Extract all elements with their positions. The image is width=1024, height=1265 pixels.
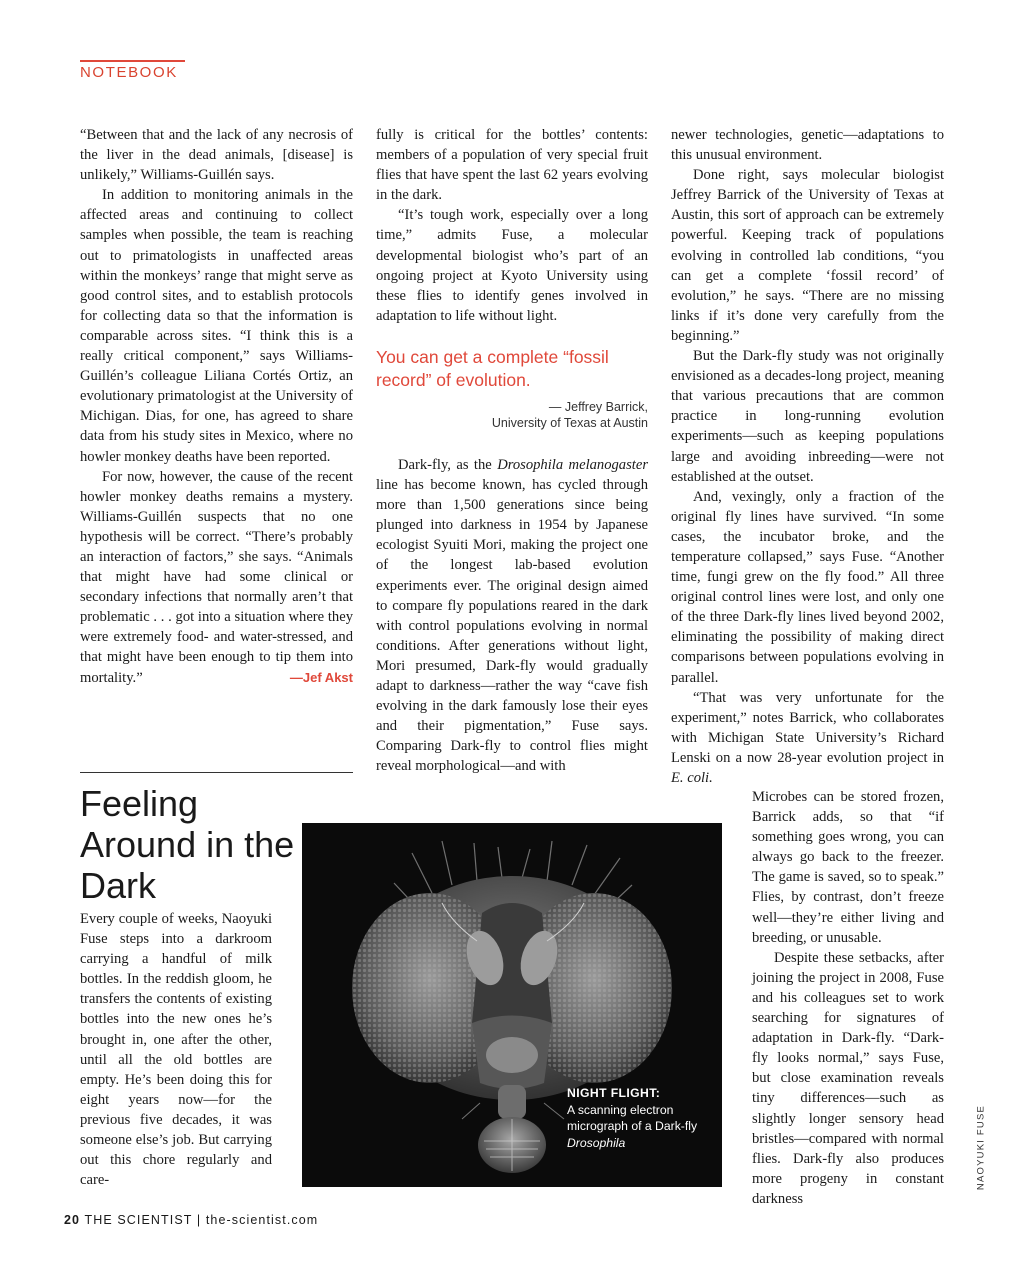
- section-label: NOTEBOOK: [80, 64, 178, 81]
- pull-quote-name: — Jeffrey Barrick,: [548, 400, 648, 414]
- caption-text: A scanning electron micrograph of a Dark-fly: [567, 1102, 698, 1133]
- article-headline: Feeling Around in the Dark: [80, 783, 295, 906]
- caption-body: [567, 1102, 717, 1152]
- col3-paragraph-3: But the Dark-fly study was not originally envisioned as a decades-long project, meaning that various precautions that are common practice in long-running evolution experiments—such as keeping populations large and avoiding inbreeding—were not established at the outset.: [671, 348, 944, 485]
- pull-quote-affiliation: University of Texas at Austin: [491, 416, 648, 430]
- column-1: [80, 125, 353, 688]
- col1-paragraph-1: “Between that and the lack of any necrosis of the liver in the dead animals, [disease] is unlikely,” Williams-Guillén says.: [80, 127, 353, 184]
- col2-p3-species: Drosophila melanogaster: [497, 456, 648, 473]
- col3b-paragraph-2: Despite these setbacks, after joining the project in 2008, Fuse and his colleagues set to work searching for signatures of adaptation in Dark-fly. “Dark-fly looks normal,” says Fuse, but close examination reveals tiny differences—such as slightly longer sensory head bristles—compared with normal flies. Dark-fly also produces more progeny in constant darkness: [752, 949, 944, 1207]
- col1-paragraph-2: In addition to monitoring animals in the affected areas and continuing to collect samples when possible, the team is reaching out to primatologists in unaffected areas within the monkeys’ range that might serve as good control sites, and to establish protocols for collecting data so that the information is comparable across sites. “I think this is a really critical component,” says Williams-Guillén’s colleague Liliana Cortés Ortiz, an evolutionary primatologist at the University of Michigan. Dias, for one, has agreed to share data from his study sites in Mexico, where no howler monkey deaths have been reported.: [80, 187, 353, 465]
- caption-title: NIGHT FLIGHT:: [567, 1086, 661, 1100]
- article-intro-paragraph: Every couple of weeks, Naoyuki Fuse steps into a darkroom carrying a handful of milk bottles. In the reddish gloom, he transfers the contents of existing bottles into the new ones he’s brought in, one after the other, until all the old bottles are empty. He’s been doing this for eight years now—for the previous five decades, it was someone else’s job. But carrying out this chore regularly and care-: [80, 911, 272, 1189]
- caption-italic: Drosophila: [567, 1135, 626, 1150]
- col2-paragraph-3: [376, 455, 648, 777]
- page-number: 20: [64, 1213, 81, 1227]
- page-footer: [64, 1213, 318, 1227]
- pull-quote-attribution: [376, 399, 648, 431]
- col3-paragraph-4: And, vexingly, only a fraction of the original fly lines have survived. “In some cases, the incubator broke, and the temperature collapsed,” says Fuse. “Another time, fungi grew on the fly food.” All three original control lines were lost, and only one of the three Dark-fly lines lived beyond 2002, eliminating the possibility of making direct comparisons between populations evolving in parallel.: [671, 488, 944, 686]
- col2-p3-rest: line has become known, has cycled through more than 1,500 generations since being plunged into darkness in 1954 by Japanese ecologist Syuiti Mori, making the project one of the longest lab-based evolution experiments ever. The original design aimed to compare fly populations reared in the dark with control populations evolving in normal conditions. After generations without light, Mori presumed, Dark-fly would gradually adapt to darkness—rather the way “cave fish evolving in the dark famously lose their eyes and their pigmentation,” Fuse says. Comparing Dark-fly to control flies might reveal morphological—and with: [376, 477, 648, 775]
- col3-p5-text: “That was very unfortunate for the experiment,” notes Barrick, who collaborates with Michigan State University’s Richard Lenski on a now 28-year evolution project in: [671, 689, 944, 766]
- col3-paragraph-2: Done right, says molecular biologist Jeffrey Barrick of the University of Texas at Austin, this sort of approach can be extremely powerful. Keeping track of populations evolving in controlled lab conditions, “you can get a complete ‘fossil record’ of evolution,” he says. “There are no missing links if it’s done very carefully from the beginning.”: [671, 167, 944, 344]
- column-1-bottom: [80, 909, 272, 1190]
- column-3: [671, 125, 944, 788]
- fly-micrograph-photo: [302, 823, 722, 1187]
- col3b-paragraph-1: Microbes can be stored frozen, Barrick adds, so that “if something goes wrong, you can always go back to the freezer. The game is saved, so to speak.” Flies, by contrast, don’t freeze well—they’re either living and breeding, or unusable.: [752, 789, 944, 946]
- col2-p3-lead: Dark-fly, as the: [398, 456, 498, 473]
- publication-name: THE SCIENTIST: [84, 1213, 193, 1227]
- photo-credit: NAOYUKI FUSE: [975, 1104, 987, 1191]
- col1-paragraph-3: [80, 467, 353, 688]
- col3-paragraph-1: newer technologies, genetic—adaptations to this unusual environment.: [671, 127, 944, 164]
- column-2: [376, 125, 648, 776]
- section-rule: [80, 60, 185, 62]
- pull-quote-text: You can get a complete “fossil record” of evolution.: [376, 347, 609, 390]
- col1-paragraph-3-text: For now, however, the cause of the recent howler monkey deaths remains a mystery. Williams-Guillén suspects that no one hypothesis will be correct. “There’s probably an interaction of factors,” she says. “Animals that might have had some clinical or secondary infections that normally aren’t that problematic . . . got into a situation where they were extremely food- and water-stressed, and that might have been enough to tip them into mortality.”: [80, 468, 353, 686]
- footer-separator: |: [196, 1213, 202, 1227]
- col3-paragraph-5: [671, 688, 944, 788]
- photo-caption: [567, 1085, 717, 1151]
- article-divider: [80, 772, 353, 773]
- col2-paragraph-2: “It’s tough work, especially over a long time,” admits Fuse, a molecular developmental biologist who’s part of an ongoing project at Kyoto University using these flies to identify genes involved in adaptation to life without light.: [376, 207, 648, 324]
- publication-url[interactable]: the-scientist.com: [205, 1213, 319, 1227]
- author-byline: —Jef Akst: [289, 669, 353, 685]
- col3-p5-italic: E. coli.: [671, 770, 713, 786]
- column-3-bottom: [752, 787, 944, 1209]
- col2-paragraph-1: fully is critical for the bottles’ contents: members of a population of very special fruit flies that have spent the last 62 years evolving in the dark.: [376, 127, 648, 204]
- pull-quote: [376, 346, 648, 431]
